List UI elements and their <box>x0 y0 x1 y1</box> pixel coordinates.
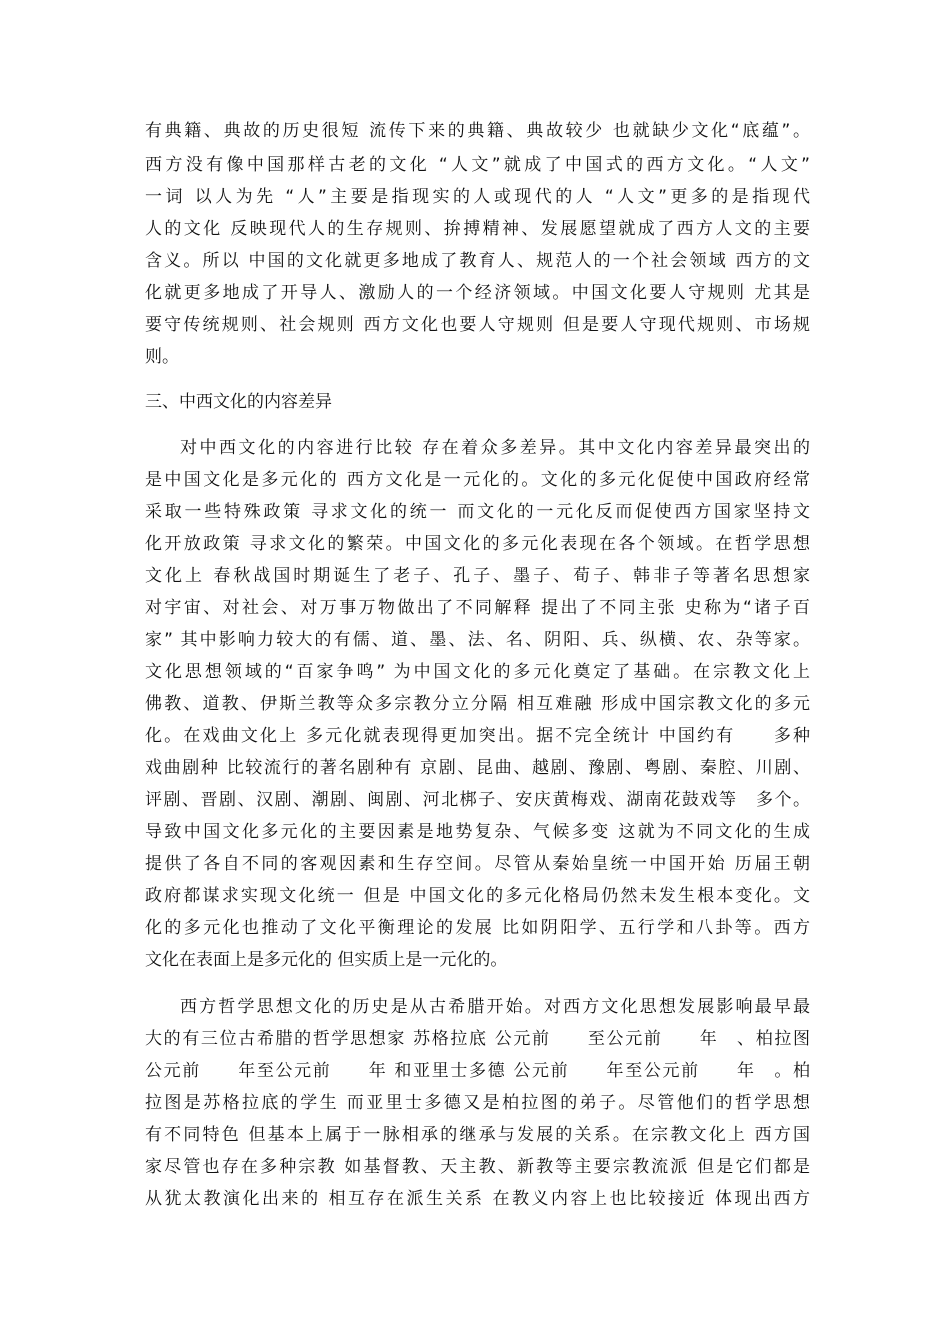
paragraph-3-line-1: 西方哲学思想文化的历史是从古希腊开始。对西方文化思想发展影响最早最 <box>180 997 810 1017</box>
paragraph-3-line-2: 大的有三位古希腊的哲学思想家 苏格拉底 公元前 至公元前 年 、柏拉图 <box>145 1029 810 1049</box>
paragraph-2-line-15: 政府都谋求实现文化统一 但是 中国文化的多元化格局仍然未发生根本变化。文 <box>145 886 810 906</box>
paragraph-1-line-2: 西方没有像中国那样古老的文化 “人文”就成了中国式的西方文化。“人文” <box>145 155 810 175</box>
paragraph-2-line-5: 文化上 春秋战国时期诞生了老子、孔子、墨子、荀子、韩非子等著名思想家 <box>145 566 810 586</box>
paragraph-2-line-4: 化开放政策 寻求文化的繁荣。中国文化的多元化表现在各个领域。在哲学思想 <box>145 534 810 554</box>
paragraph-1-line-4: 人的文化 反映现代人的生存规则、拚搏精神、发展愿望就成了西方人文的主要 <box>145 219 810 239</box>
paragraph-3-line-5: 有不同特色 但基本上属于一脉相承的继承与发展的关系。在宗教文化上 西方国 <box>145 1125 810 1145</box>
paragraph-2-line-12: 评剧、晋剧、汉剧、潮剧、闽剧、河北梆子、安庆黄梅戏、湖南花鼓戏等 多个。 <box>145 790 810 810</box>
paragraph-1-line-3: 一词 以人为先 “人”主要是指现实的人或现代的人 “人文”更多的是指现代 <box>145 187 810 207</box>
paragraph-3-line-7: 从犹太教演化出来的 相互存在派生关系 在教义内容上也比较接近 体现出西方 <box>145 1189 810 1209</box>
paragraph-2-line-1: 对中西文化的内容进行比较 存在着众多差异。其中文化内容差异最突出的 <box>180 438 810 458</box>
paragraph-3-line-3: 公元前 年至公元前 年 和亚里士多德 公元前 年至公元前 年 。柏 <box>145 1061 810 1081</box>
paragraph-1-line-8: 则。 <box>145 347 179 367</box>
paragraph-2-line-11: 戏曲剧种 比较流行的著名剧种有 京剧、昆曲、越剧、豫剧、粤剧、秦腔、川剧、 <box>145 758 810 778</box>
paragraph-2-line-2: 是中国文化是多元化的 西方文化是一元化的。文化的多元化促使中国政府经常 <box>145 470 810 490</box>
paragraph-2-line-9: 佛教、道教、伊斯兰教等众多宗教分立分隔 相互难融 形成中国宗教文化的多元 <box>145 694 810 714</box>
paragraph-1-line-6: 化就更多地成了开导人、激励人的一个经济领域。中国文化要人守规则 尤其是 <box>145 283 810 303</box>
paragraph-2-line-6: 对宇宙、对社会、对万事万物做出了不同解释 提出了不同主张 史称为“诸子百 <box>145 598 810 618</box>
paragraph-2-line-14: 提供了各自不同的客观因素和生存空间。尽管从秦始皇统一中国开始 历届王朝 <box>145 854 810 874</box>
paragraph-2-line-3: 采取一些特殊政策 寻求文化的统一 而文化的一元化反而促使西方国家坚持文 <box>145 502 810 522</box>
paragraph-3-line-6: 家尽管也存在多种宗教 如基督教、天主教、新教等主要宗教流派 但是它们都是 <box>145 1157 810 1177</box>
paragraph-2-line-16: 化的多元化也推动了文化平衡理论的发展 比如阴阳学、五行学和八卦等。西方 <box>145 918 810 938</box>
paragraph-1-line-7: 要守传统规则、社会规则 西方文化也要人守规则 但是要人守现代规则、市场规 <box>145 315 810 335</box>
paragraph-1-line-5: 含义。所以 中国的文化就更多地成了教育人、规范人的一个社会领域 西方的文 <box>145 251 810 271</box>
paragraph-2-line-10: 化。在戏曲文化上 多元化就表现得更加突出。据不完全统计 中国约有 多种 <box>145 726 810 746</box>
paragraph-2-line-13: 导致中国文化多元化的主要因素是地势复杂、气候多变 这就为不同文化的生成 <box>145 822 810 842</box>
paragraph-2-line-7: 家” 其中影响力较大的有儒、道、墨、法、名、阴阳、兵、纵横、农、杂等家。 <box>145 630 810 650</box>
section-heading: 三、中西文化的内容差异 <box>145 392 332 412</box>
paragraph-3-line-4: 拉图是苏格拉底的学生 而亚里士多德又是柏拉图的弟子。尽管他们的哲学思想 <box>145 1093 810 1113</box>
paragraph-2-line-17: 文化在表面上是多元化的 但实质上是一元化的。 <box>145 950 508 970</box>
paragraph-2-line-8: 文化思想领域的“百家争鸣” 为中国文化的多元化奠定了基础。在宗教文化上 <box>145 662 810 682</box>
paragraph-1-line-1: 有典籍、典故的历史很短 流传下来的典籍、典故较少 也就缺少文化“底蕴”。 <box>145 121 810 141</box>
